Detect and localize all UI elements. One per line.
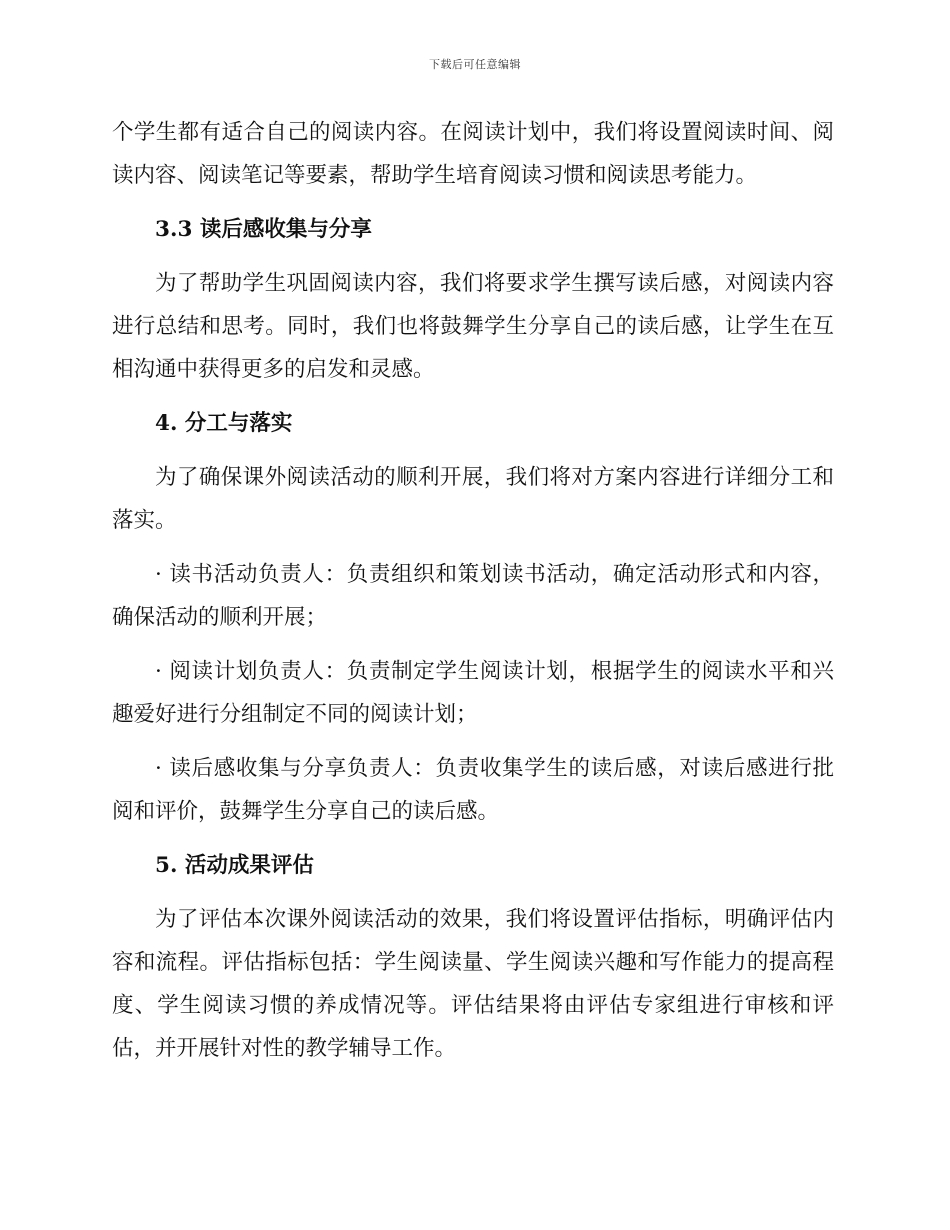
bullet-reading-plan: · 阅读计划负责人：负责制定学生阅读计划，根据学生的阅读水平和兴趣爱好进行分组制定不同的阅读计划；	[112, 659, 834, 727]
bullet-reflection-collection: · 读后感收集与分享负责人：负责收集学生的读后感，对读后感进行批阅和评价，鼓舞学生分享自己的读后感。	[112, 756, 834, 824]
document-body	[112, 111, 834, 1070]
paragraph-division: 为了确保课外阅读活动的顺利开展，我们将对方案内容进行详细分工和落实。	[112, 465, 834, 533]
section-heading-5: 5. 活动成果评估	[155, 853, 314, 878]
section-heading-4: 4. 分工与落实	[155, 411, 293, 436]
paragraph-reflection: 为了帮助学生巩固阅读内容，我们将要求学生撰写读后感，对阅读内容进行总结和思考。同时，我们也将鼓舞学生分享自己的读后感，让学生在互相沟通中获得更多的启发和灵感。	[112, 271, 834, 382]
paragraph-continued: 个学生都有适合自己的阅读内容。在阅读计划中，我们将设置阅读时间、阅读内容、阅读笔记等要素，帮助学生培育阅读习惯和阅读思考能力。	[112, 120, 834, 188]
paragraph-evaluation: 为了评估本次课外阅读活动的效果，我们将设置评估指标，明确评估内容和流程。评估指标包括：学生阅读量、学生阅读兴趣和写作能力的提高程度、学生阅读习惯的养成情况等。评估结果将由评估专家组进行审核和评估，并开展针对性的教学辅导工作。	[112, 907, 834, 1061]
section-heading-3-3: 3.3 读后感收集与分享	[155, 217, 372, 242]
bullet-reading-activity: · 读书活动负责人：负责组织和策划读书活动，确定活动形式和内容，确保活动的顺利开展；	[112, 562, 834, 630]
page-header: 下载后可任意编辑	[429, 58, 521, 71]
